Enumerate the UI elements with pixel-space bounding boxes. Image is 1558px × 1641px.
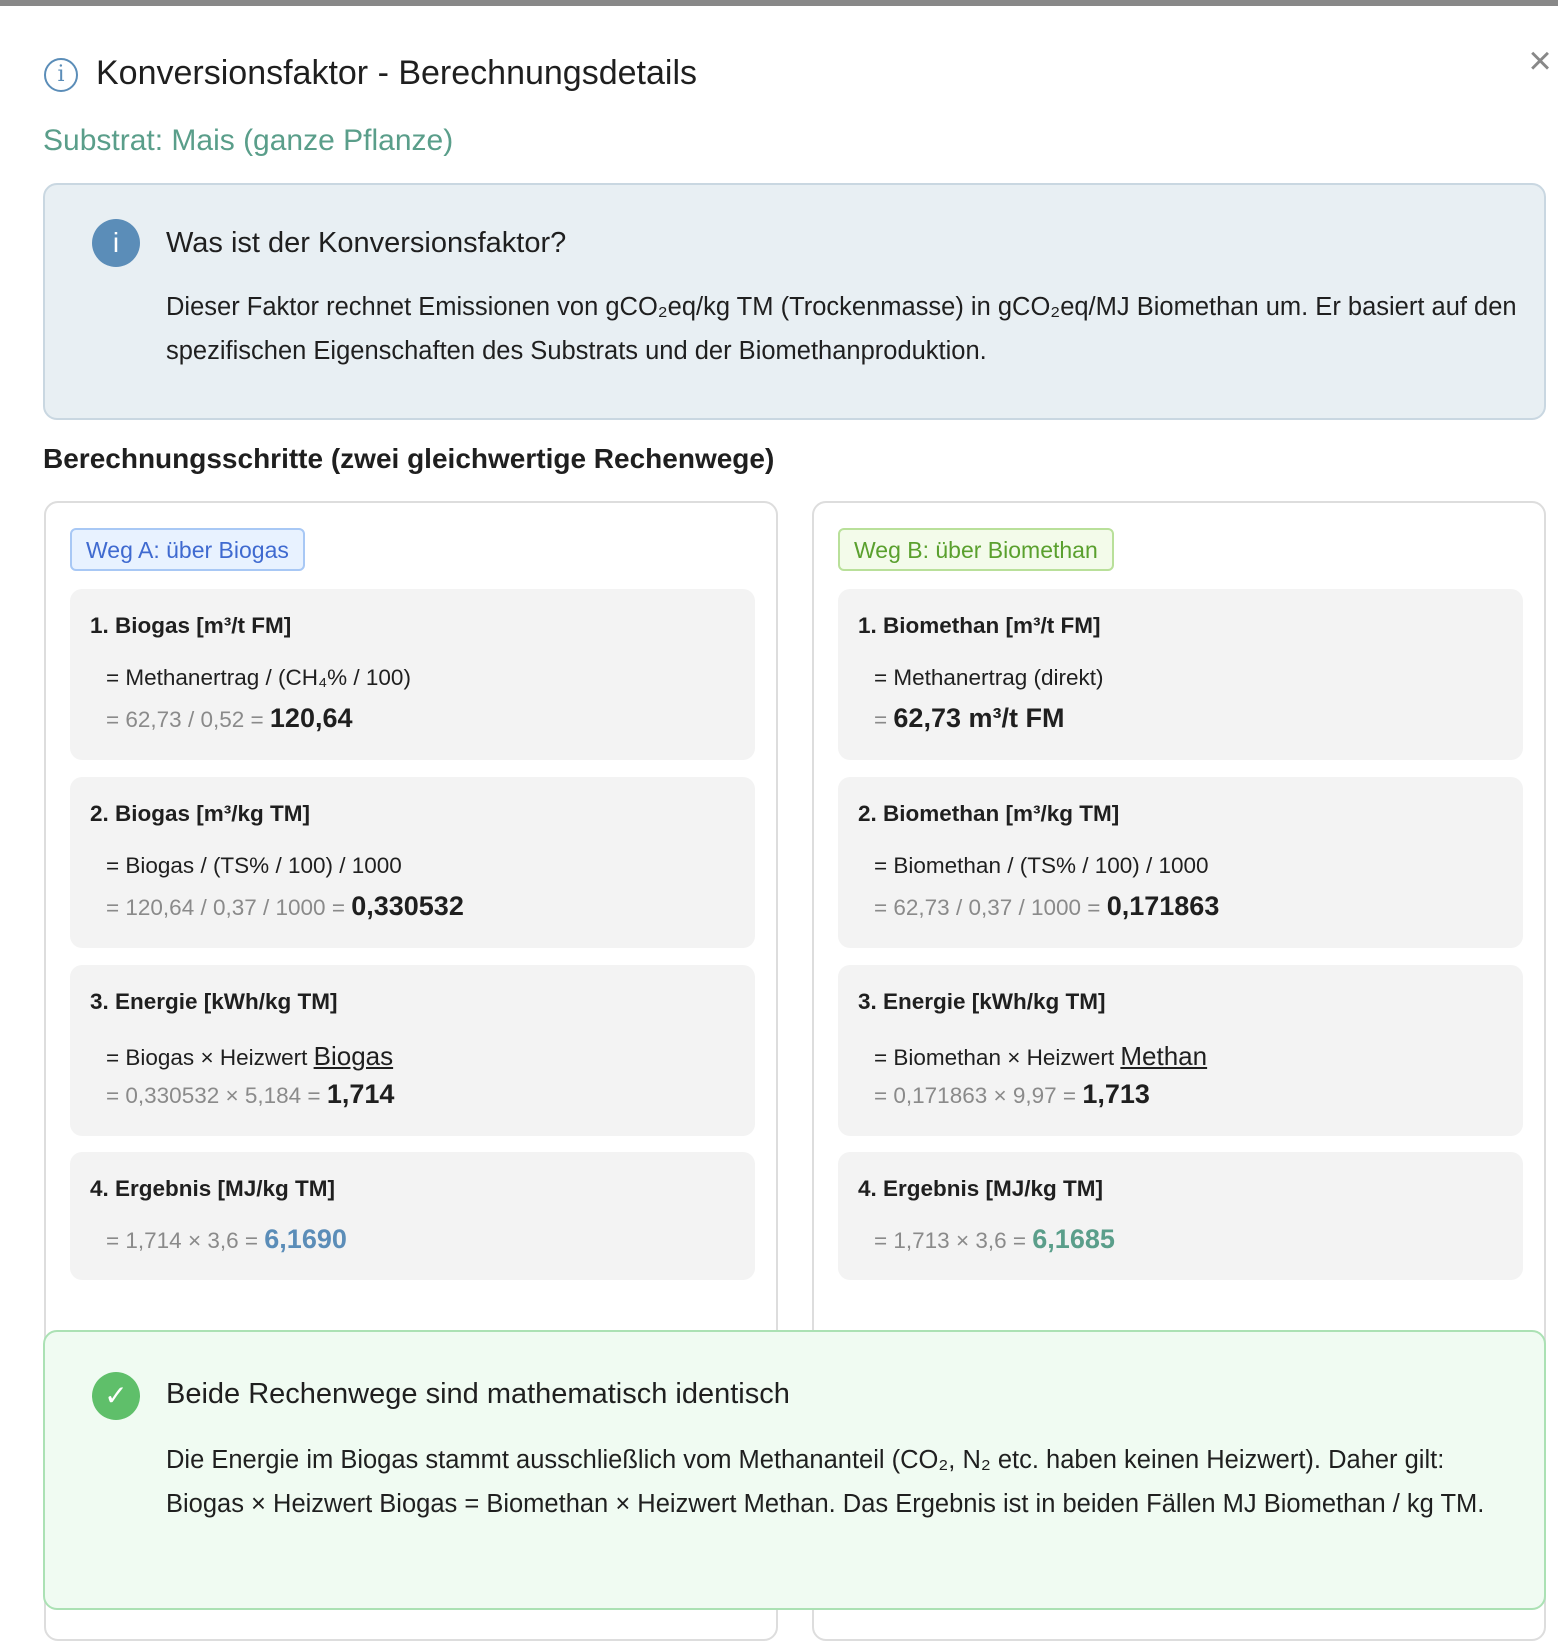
step-result: 6,1690 — [264, 1224, 347, 1254]
step-formula — [106, 665, 411, 691]
step-title: 3. Energie [kWh/kg TM] — [858, 989, 1106, 1014]
step-card — [838, 777, 1523, 948]
calc-text: = 0,330532 × 5,184 = — [106, 1083, 321, 1108]
step-formula — [106, 1041, 393, 1072]
step-result: 6,1685 — [1032, 1224, 1115, 1254]
calc-text: = 62,73 / 0,52 = — [106, 707, 264, 732]
step-card — [838, 589, 1523, 760]
step-calculation — [106, 703, 353, 734]
step-card — [838, 965, 1523, 1136]
step-title: 1. Biogas [m³/t FM] — [90, 613, 292, 638]
step-result: 1,713 — [1082, 1079, 1150, 1109]
step-calculation — [106, 1224, 347, 1255]
step-result: 0,330532 — [351, 891, 464, 921]
step-calculation — [106, 1079, 394, 1110]
step-calculation — [874, 1079, 1150, 1110]
formula-text: = Methanertrag / (CH₄% / 100) — [106, 665, 411, 690]
step-title: 2. Biogas [m³/kg TM] — [90, 801, 311, 826]
formula-text: = Biomethan × Heizwert — [874, 1045, 1121, 1070]
info-body: Dieser Faktor rechnet Emissionen von gCO₂eq/kg TM (Trockenmasse) in gCO₂eq/MJ Biomethan um. Er basiert auf den spezifischen Eigenschaften des Substrats und der Biomethanproduktion. — [166, 293, 1517, 365]
window-top-bar — [0, 0, 1558, 6]
formula-text: = Methanertrag (direkt) — [874, 665, 1104, 690]
close-icon[interactable]: × — [1528, 39, 1552, 83]
step-calculation — [874, 1224, 1115, 1255]
path-badge: Weg B: über Biomethan — [838, 528, 1114, 571]
step-title: 2. Biomethan [m³/kg TM] — [858, 801, 1120, 826]
step-card — [70, 965, 755, 1136]
formula-text: = Biogas × Heizwert — [106, 1045, 314, 1070]
heating-value-link[interactable]: Methan — [1120, 1041, 1208, 1071]
step-card — [70, 777, 755, 948]
info-icon: i — [92, 219, 140, 267]
step-title: 4. Ergebnis [MJ/kg TM] — [858, 1176, 1104, 1201]
calc-text: = 1,713 × 3,6 = — [874, 1228, 1027, 1253]
calc-text: = 62,73 / 0,37 / 1000 = — [874, 895, 1101, 920]
step-formula — [874, 665, 1103, 691]
conclusion-heading: Beide Rechenwege sind mathematisch identisch — [166, 1378, 790, 1410]
path-badge: Weg A: über Biogas — [70, 528, 305, 571]
step-formula — [106, 853, 402, 879]
formula-text: = Biomethan / (TS% / 100) / 1000 — [874, 853, 1209, 878]
info-outline-icon: i — [44, 58, 78, 92]
step-result: 0,171863 — [1106, 891, 1220, 921]
heating-value-link[interactable]: Biogas — [313, 1041, 394, 1071]
substrate-subtitle: Substrat: Mais (ganze Pflanze) — [43, 124, 454, 157]
step-title: 4. Ergebnis [MJ/kg TM] — [90, 1176, 336, 1201]
step-title: 3. Energie [kWh/kg TM] — [90, 989, 338, 1014]
conclusion-box — [43, 1330, 1546, 1610]
step-card — [838, 1152, 1523, 1280]
step-calculation — [106, 891, 464, 922]
check-icon: ✓ — [92, 1372, 140, 1420]
step-title: 1. Biomethan [m³/t FM] — [858, 613, 1101, 638]
step-card — [70, 1152, 755, 1280]
step-result: 62,73 m³/t FM — [893, 703, 1065, 733]
conclusion-body: Die Energie im Biogas stammt ausschließlich vom Methananteil (CO₂, N₂ etc. haben keinen Heizwert). Daher gilt: Biogas × Heizwert Biogas = Biomethan × Heizwert Methan. Das Ergebnis ist in beiden Fällen MJ Biomethan / kg TM. — [166, 1446, 1485, 1518]
step-result: 120,64 — [269, 703, 353, 733]
step-calculation — [874, 703, 1064, 734]
step-formula — [874, 1041, 1207, 1072]
step-formula — [874, 853, 1209, 879]
section-title: Berechnungsschritte (zwei gleichwertige Rechenwege) — [43, 443, 775, 474]
calc-text: = 0,171863 × 9,97 = — [874, 1083, 1077, 1108]
step-card — [70, 589, 755, 760]
info-heading: Was ist der Konversionsfaktor? — [166, 227, 567, 259]
step-calculation — [874, 891, 1219, 922]
calc-text: = — [874, 707, 888, 732]
calc-text: = 1,714 × 3,6 = — [106, 1228, 259, 1253]
calc-text: = 120,64 / 0,37 / 1000 = — [106, 895, 345, 920]
info-box — [43, 183, 1546, 420]
step-result: 1,714 — [326, 1079, 395, 1109]
formula-text: = Biogas / (TS% / 100) / 1000 — [106, 853, 402, 878]
dialog-title: Konversionsfaktor - Berechnungsdetails — [96, 54, 697, 92]
